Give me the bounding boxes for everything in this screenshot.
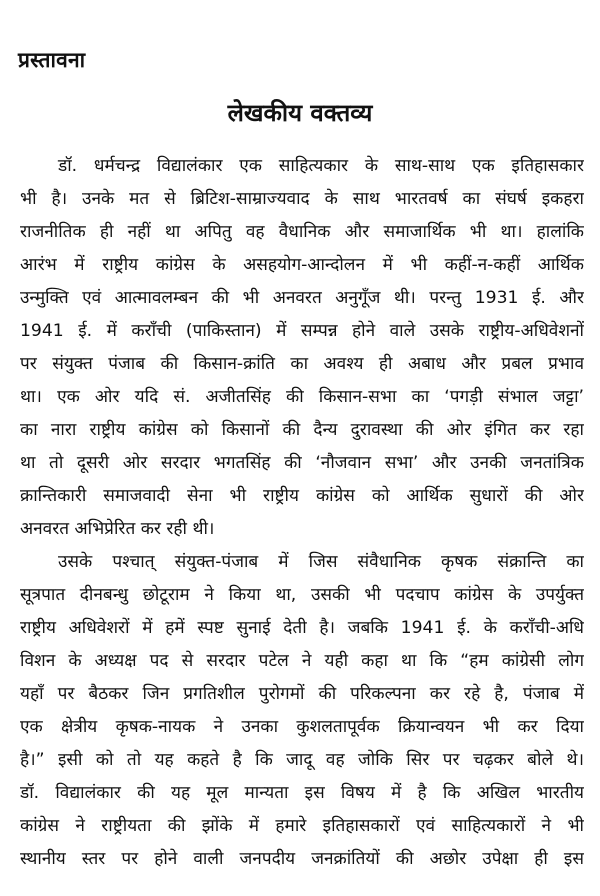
text-line: यहाँ पर बैठकर जिन प्रगतिशील पुरोगमों की परिकल्पना कर रहे है, पंजाब में	[20, 684, 584, 704]
text-line: था तो दूसरी ओर सरदार भगतसिंह की ‘नौजवान सभा’ और उनकी जनतांत्रिक	[20, 453, 584, 473]
text-line: डॉ. धर्मचन्द्र विद्यालंकार एक साहित्यकार के साथ-साथ एक इतिहासकार	[58, 156, 584, 176]
paragraph-2	[20, 546, 584, 876]
text-line: एक क्षेत्रीय कृषक-नायक ने उनका कुशलतापूर्वक क्रियान्वयन भी कर दिया	[20, 717, 584, 737]
text-line: सूत्रपात दीनबन्धु छोटूराम ने किया था, उसकी भी पदचाप कांग्रेस के उपर्युक्त	[20, 585, 584, 605]
section-label: प्रस्तावना	[18, 48, 86, 72]
text-line: राष्ट्रीय अधिवेशरों में हमें स्पष्ट सुनाई देती है। जबकि 1941 ई. के कराँची-अधि	[20, 618, 584, 638]
text-line: अनवरत अभिप्रेरित कर रही थी।	[20, 519, 215, 539]
text-line: का नारा राष्ट्रीय कांग्रेस को किसानों की दैन्य दुरावस्था की ओर इंगित कर रहा	[20, 420, 584, 440]
text-line: विशन के अध्यक्ष पद से सरदार पटेल ने यही कहा था कि “हम कांग्रेसी लोग	[20, 651, 584, 671]
body-text	[20, 150, 584, 876]
text-line: था। एक ओर यदि सं. अजीतसिंह की किसान-सभा का ‘पगड़ी संभाल जट्टा’	[20, 387, 584, 407]
text-line: उन्मुक्ति एवं आत्मावलम्बन की भी अनवरत अनुगूँज थी। परन्तु 1931 ई. और	[20, 288, 584, 308]
text-line: डॉ. विद्यालंकार की यह मूल मान्यता इस विषय में है कि अखिल भारतीय	[20, 783, 584, 803]
text-line: राजनीतिक ही नहीं था अपितु वह वैधानिक और समाजार्थिक भी था। हालांकि	[20, 222, 584, 242]
text-line: कांग्रेस ने राष्ट्रीयता की झोंके में हमारे इतिहासकारों एवं साहित्यकारों ने भी	[20, 816, 584, 836]
page-title: लेखकीय वक्तव्य	[227, 99, 373, 127]
text-line: आरंभ में राष्ट्रीय कांग्रेस के असहयोग-आन्दोलन में भी कहीं-न-कहीं आर्थिक	[20, 255, 584, 275]
text-line: पर संयुक्त पंजाब की किसान-क्रांति का अवश्य ही अबाध और प्रबल प्रभाव	[20, 354, 584, 374]
text-line: 1941 ई. में कराँची (पाकिस्तान) में सम्पन्न होने वाले उसके राष्ट्रीय-अधिवेशनों	[20, 321, 584, 341]
text-line: भी है। उनके मत से ब्रिटिश-साम्राज्यवाद के साथ भारतवर्ष का संघर्ष इकहरा	[20, 189, 584, 209]
text-line: क्रान्तिकारी समाजवादी सेना भी राष्ट्रीय कांग्रेस को आर्थिक सुधारों की ओर	[20, 486, 584, 506]
text-line: है।” इसी को तो यह कहते है कि जादू वह जोकि सिर पर चढ़कर बोले थे।	[20, 750, 584, 770]
text-line: स्थानीय स्तर पर होने वाली जनपदीय जनक्रांतियों की अछोर उपेक्षा ही इस	[20, 849, 584, 869]
text-line: उसके पश्चात् संयुक्त-पंजाब में जिस संवैधानिक कृषक संक्रान्ति का	[58, 552, 584, 572]
paragraph-1	[20, 150, 584, 546]
